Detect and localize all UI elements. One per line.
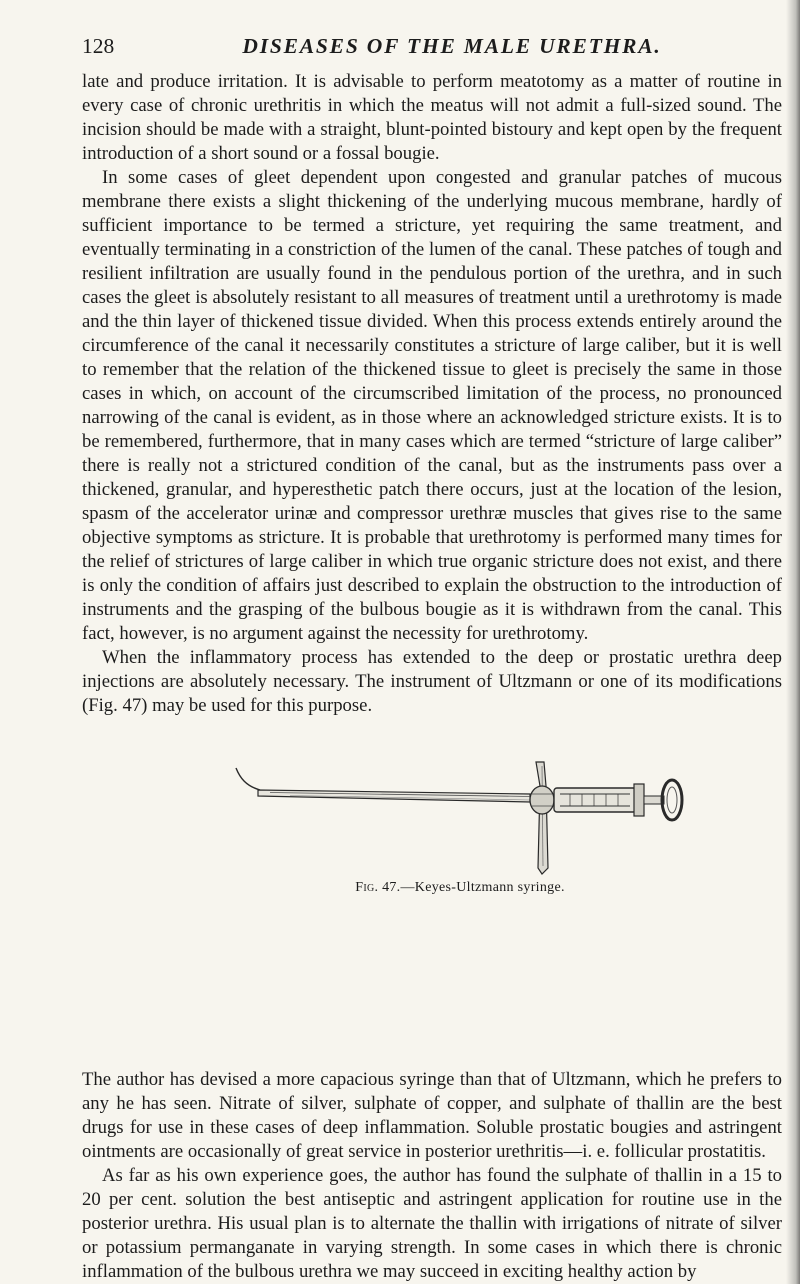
page-number: 128 xyxy=(82,34,115,58)
body-text-bottom xyxy=(82,1068,782,1284)
figure-caption xyxy=(230,880,690,896)
figure-caption-text: —Keyes-Ultzmann syringe. xyxy=(400,880,565,895)
body-text-top xyxy=(82,70,782,718)
barrel-collar xyxy=(634,784,644,816)
figure-label: Fig. 47. xyxy=(355,880,401,895)
page-edge-shadow xyxy=(786,0,800,1284)
figure-47 xyxy=(230,758,690,895)
syringe-barrel xyxy=(554,788,636,812)
running-head xyxy=(82,34,782,62)
running-title: DISEASES OF THE MALE URETHRA. xyxy=(242,34,662,58)
paragraph: When the inflammatory process has extended to the deep or prostatic urethra deep injections are absolutely necessary. The instrument of Ultzmann or one of its modifications (Fig. 47) may be used for this purpose. xyxy=(82,647,782,716)
finger-ring xyxy=(662,780,682,820)
syringe-illustration xyxy=(230,758,690,878)
paragraph: In some cases of gleet dependent upon congested and granular patches of mucous membrane there exists a slight thickening of the underlying mucous membrane, hardly of sufficient importance to be termed a stricture, yet requiring the same treatment, and eventually terminating in a constriction of the lumen of the canal. These patches of tough and resilient infiltration are usually found in the pendulous portion of the urethra, and in such cases the gleet is absolutely resistant to all measures of treatment until a urethrotomy is made and the thin layer of thickened tissue divided. When this process extends entirely around the circumference of the canal it necessarily constitutes a stricture of large caliber, but it is well to remember that the relation of the thickened tissue to gleet is precisely the same in those cases in which, on account of the circumscribed limitation of the process, no pronounced narrowing of the canal is evident, as in those where an acknowledged stricture exists. It is to be remembered, furthermore, that in many cases which are termed “stricture of large caliber” there is really not a strictured condition of the canal, but as the instruments pass over a thickened, granular, and hyperesthetic patch there occurs, just at the location of the lesion, spasm of the accelerator urinæ and compressor urethræ muscles that gives rise to the same objective symptoms as stricture. It is probable that urethrotomy is performed many times for the relief of strictures of large caliber in which true organic stricture does not exist, and there is only the condition of affairs just described to explain the obstruction to the introduction of instruments and the grasping of the bulbous bougie as it is withdrawn from the canal. This fact, however, is no argument against the necessity for urethrotomy. xyxy=(82,167,782,644)
paragraph: The author has devised a more capacious syringe than that of Ultzmann, which he prefers to any he has seen. Nitrate of silver, sulphate of copper, and sulphate of thallin are the best drugs for use in these cases of deep inflammation. Soluble prostatic bougies and astringent ointments are occasionally of great service in posterior urethritis—i. e. follicular prostatitis. xyxy=(82,1069,782,1162)
stopcock-knob xyxy=(530,786,554,814)
syringe-tip-curve xyxy=(236,768,260,790)
paragraph: late and produce irritation. It is advisable to perform meatotomy as a matter of routine in every case of chronic urethritis in which the meatus will not admit a full-sized sound. The incision should be made with a straight, blunt-pointed bistoury and kept open by the frequent introduction of a short sound or a fossal bougie. xyxy=(82,71,782,164)
paragraph: As far as his own experience goes, the author has found the sulphate of thallin in a 15 to 20 per cent. solution the best antiseptic and astringent application for routine use in the posterior urethra. His usual plan is to alternate the thallin with irrigations of nitrate of silver or potassium permanganate in varying strength. In some cases in which there is chronic inflammation of the bulbous urethra we may succeed in exciting healthy action by xyxy=(82,1165,782,1282)
